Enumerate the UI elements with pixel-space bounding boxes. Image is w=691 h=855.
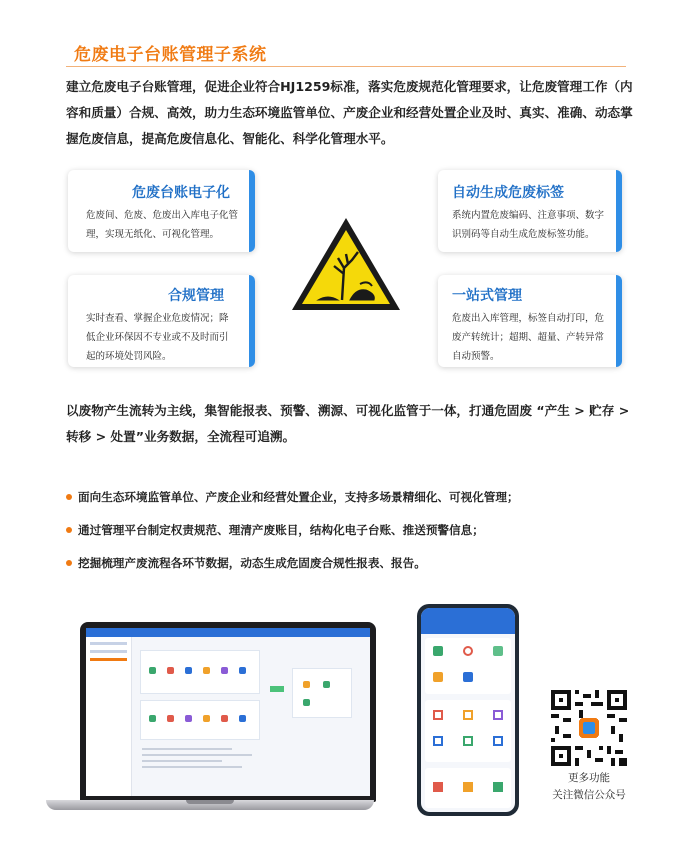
feature-card-title: 危废台账电子化: [132, 185, 230, 201]
card-accent-bar: [249, 275, 255, 367]
qr-caption: [540, 770, 638, 804]
app-header: [421, 608, 515, 634]
feature-card-ledger: [68, 170, 255, 252]
feature-card-labels: [438, 170, 622, 252]
feature-card-desc: 实时查看、掌握企业危废情况；降低企业环保因不专业或不及时而引起的环境处罚风险。: [86, 313, 229, 362]
list-item-text: 面向生态环境监管单位、产废企业和经营处置企业，支持多场景精细化、可视化管理；: [78, 490, 519, 504]
feature-bullet-list: [66, 484, 646, 583]
laptop-mockup-image: [46, 622, 374, 812]
bullet-dot-icon: [66, 527, 72, 533]
app-sidebar: [86, 637, 132, 796]
bullet-dot-icon: [66, 560, 72, 566]
qr-caption-line: 更多功能: [568, 772, 610, 784]
intro-paragraph: 建立危废电子台账管理，促进企业符合HJ1259标准，落实危废规范化管理要求，让危废管理工作（内容和质量）合规、高效，助力生态环境监管单位、产废企业和经营处置企业及时、真实、准确、动态掌握危废信息，提高危废信息化、智能化、科学化管理水平。: [66, 79, 633, 146]
app-section: [425, 700, 511, 762]
feature-card-desc: 危废间、危废、危废出入库电子化管理，实现无纸化、可视化管理。: [86, 210, 239, 240]
app-section: [425, 638, 511, 694]
laptop-screen: [86, 628, 370, 796]
app-panel: [292, 668, 352, 718]
feature-card-title: 合规管理: [168, 288, 224, 304]
feature-card-desc: 系统内置危废编码、注意事项、数字识别码等自动生成危废标签功能。: [452, 210, 605, 240]
arrow-icon: [270, 686, 284, 692]
qr-code-image: [551, 690, 627, 766]
list-item: [66, 550, 646, 583]
feature-card-title: 自动生成危废标签: [452, 185, 564, 201]
title-divider: [66, 66, 626, 67]
card-accent-bar: [616, 275, 622, 367]
phone-screen: [421, 608, 515, 812]
hazard-warning-icon: [288, 214, 404, 318]
list-item-text: 挖掘梳理产废流程各环节数据，动态生成危固废合规性报表、报告。: [78, 556, 426, 570]
feature-card-onestop: [438, 275, 622, 367]
app-topbar: [86, 628, 370, 637]
qr-caption-line: 关注微信公众号: [552, 789, 626, 801]
phone-mockup-image: [417, 604, 519, 816]
feature-card-desc: 危废出入库管理，标签自动打印，危废产转统计；超期、超量、产转异常自动预警。: [452, 313, 605, 362]
workflow-paragraph: 以废物产生流转为主线，集智能报表、预警、溯源、可视化监管于一体，打通危固废 “产生 > 贮存 > 转移 > 处置”业务数据，全流程可追溯。: [66, 403, 630, 444]
feature-card-title: 一站式管理: [452, 288, 522, 304]
feature-card-compliance: [68, 275, 255, 367]
card-accent-bar: [616, 170, 622, 252]
page-title: 危废电子台账管理子系统: [74, 45, 267, 65]
app-panel: [140, 700, 260, 740]
laptop-base: [46, 800, 374, 810]
list-item: [66, 484, 646, 517]
app-panel: [140, 650, 260, 694]
list-item-text: 通过管理平台制定权责规范、理清产废账目，结构化电子台账、推送预警信息；: [78, 523, 484, 537]
card-accent-bar: [249, 170, 255, 252]
list-item: [66, 517, 646, 550]
bullet-dot-icon: [66, 494, 72, 500]
app-section: [425, 768, 511, 808]
